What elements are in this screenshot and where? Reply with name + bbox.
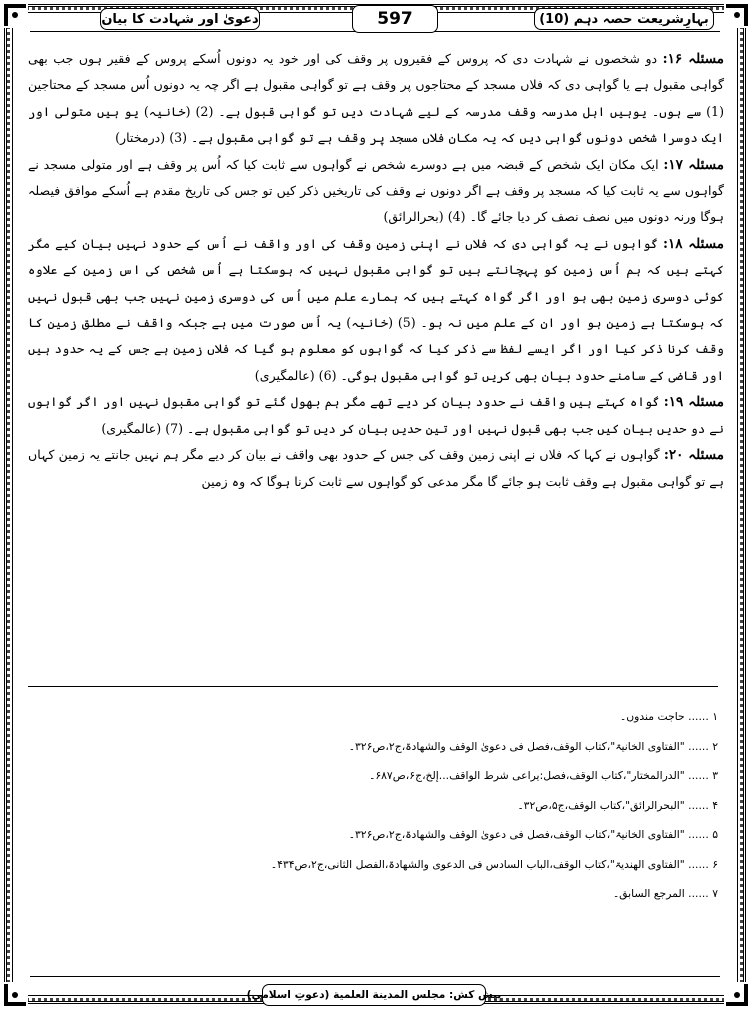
footnote-separator bbox=[28, 686, 718, 687]
chapter-title: دعویٰ اور شہادت کا بیان bbox=[100, 8, 260, 30]
footnotes bbox=[28, 702, 718, 909]
masala-text: گواہوں نے کہا کہ فلاں نے اپنی زمین وقف کی جس کے حدود بھی واقف نے بیان کر دیے مگر ہم نہیں جانتے یہ زمین کہاں ہے تو گواہی مقبول ہے وقف ثابت ہو جائے گا مگر مدعی کو گواہوں سے ثابت کرنا ہوگا کہ وہ زمین bbox=[28, 447, 724, 489]
corner-ornament-icon bbox=[2, 2, 28, 28]
masala-paragraph bbox=[28, 46, 724, 152]
masala-text: ایک مکان ایک شخص کے قبضہ میں ہے دوسرے شخص نے گواہوں سے ثابت کیا کہ اُس پر وقف ہے اور متولی مسجد نے گواہوں سے یہ ثابت کیا کہ مسجد پر وقف ہے اگر دونوں نے وقف کی تاریخیں ذکر کیں تو جس کی تاریخ مقدم ہے اُسکے موافق فیصلہ ہوگا ورنہ دونوں میں نصف نصف کر دیا جائے گا۔ (4) (بحرالرائق) bbox=[28, 156, 724, 225]
masala-label: مسئلہ ۱۶: bbox=[662, 51, 724, 67]
publisher-footer bbox=[246, 984, 502, 1006]
book-title: بہارِشریعت حصہ دہم (10) bbox=[534, 8, 714, 30]
masala-paragraph bbox=[28, 389, 724, 442]
corner-ornament-icon bbox=[724, 2, 750, 28]
main-text bbox=[28, 46, 724, 495]
masala-label: مسئلہ ۱۹: bbox=[663, 394, 724, 411]
footnote: ۱ ...... حاجت مندوں۔ bbox=[619, 710, 718, 723]
publisher-suffix: (دعوتِ اسلامی) bbox=[246, 989, 330, 1001]
masala-text: گواہ کہتے ہیں واقف نے حدود بیان کر دیے تھے مگر ہم بھول گئے تو گواہی مقبول نہیں اور اگر گواہوں نے دو حدیں بیان کیں جب بھی قبول نہیں اور تین حدیں بیان کر دیں تو گواہی مقبول ہے۔ (7) (عالمگیری) bbox=[28, 394, 724, 436]
footnote: ۵ ...... "الفتاوی الخانیۃ"،کتاب الوقف،فصل فی دعویٰ الوقف والشھادۃ،ج۲،ص۳۲۶۔ bbox=[348, 828, 718, 841]
footnote: ۷ ...... المرجع السابق۔ bbox=[612, 887, 718, 900]
masala-paragraph bbox=[28, 152, 724, 231]
masala-paragraph bbox=[28, 231, 724, 389]
masala-text: گواہوں نے یہ گواہی دی کہ فلاں نے اپنی زمین وقف کی اور واقف نے اُس کے حدود نہیں بیان کیے مگر کہتے ہیں کہ ہم اُس زمین کو پہچانتے ہیں تو گواہی مقبول نہیں کہ ہوسکتا ہے اُس شخص کی اس زمین کے علاوہ کوئی دوسری زمین بھی ہو اور اگر گواہ کہتے ہیں کہ ہمارے علم میں اُس کی دوسری زمین نہیں جب بھی قبول نہیں کہ ہوسکتا ہے زمین ہو اور ان کے علم میں نہ ہو۔ (5) (خانیہ) یہ اُس صورت میں ہے جبکہ واقف نے مطلق زمین کا وقف کرنا ذکر کیا اور اگر ایسے لفظ سے ذکر کیا کہ گواہوں کو معلوم ہو گیا کہ فلاں زمین ہے جس کے یہ حدود ہیں اور قاضی کے سامنے حدود بیان بھی کریں تو گواہی مقبول ہوگی۔ (6) (عالمگیری) bbox=[28, 235, 724, 383]
corner-ornament-icon bbox=[2, 982, 28, 1008]
footer-prefix: پیش کش: bbox=[448, 989, 502, 1001]
footnote: ۳ ...... "الدرالمختار"،کتاب الوقف،فصل:یراعی شرط الواقف...إلخ،ج۶،ص۶۸۷۔ bbox=[369, 769, 718, 782]
masala-label: مسئلہ ۱۷: bbox=[663, 156, 724, 173]
footer-rule bbox=[30, 976, 720, 977]
footnote: ۴ ...... "البحرالرائق"،کتاب الوقف،ج۵،ص۳۲۔ bbox=[517, 798, 718, 812]
masala-paragraph bbox=[28, 442, 724, 495]
publisher-name: مجلس المدينة العلمية bbox=[333, 989, 446, 1001]
footnote: ۶ ...... "الفتاوی الھندیۃ"،کتاب الوقف،الباب السادس فی الدعوی والشھادۃ،الفصل الثانی،ج۲،ص۴۳۴۔ bbox=[270, 857, 718, 871]
footnote: ۲ ...... "الفتاوی الخانیۃ"،کتاب الوقف،فصل فی دعویٰ الوقف والشھادۃ،ج۲،ص۳۲۶۔ bbox=[348, 739, 718, 753]
page-number: 597 bbox=[352, 5, 438, 33]
masala-text: دو شخصوں نے شہادت دی کہ پروس کے فقیروں پر وقف کی اور خود یہ دونوں اُسکے پروس کے فقیر ہوں جب بھی گواہی مقبول ہے یا گواہی دی کہ فلاں مسجد کے محتاجوں پر وقف ہے تو گواہی مقبول ہے اگر چہ یہ دونوں اُس مسجد کے محتاجین (1) سے ہوں۔ یوہیں اہل مدرسہ وقف مدرسہ کے لیے شہادت دیں تو گواہی قبول ہے۔ (2) (خانیہ) یو ہیں متولی اور ایک دوسرا شخص دونوں گواہی دیں کہ یہ مکان فلاں مسجد پر وقف ہے تو گواہی مقبول ہے۔ (3) (درمختار) bbox=[28, 51, 724, 146]
masala-label: مسئلہ ۱۸: bbox=[663, 235, 724, 252]
corner-ornament-icon bbox=[724, 982, 750, 1008]
masala-label: مسئلہ ۲۰: bbox=[663, 447, 724, 464]
